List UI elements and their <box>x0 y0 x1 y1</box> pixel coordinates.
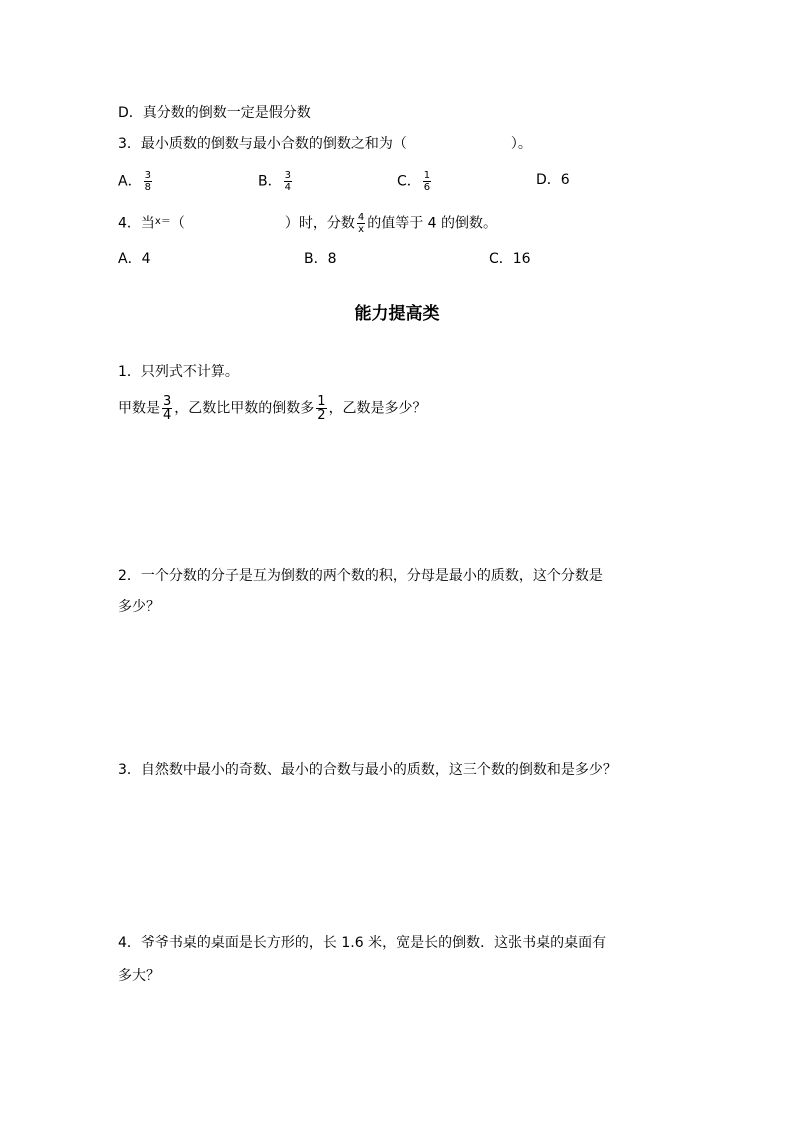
fraction-numerator: 3 <box>284 170 291 181</box>
option-fraction <box>423 170 431 193</box>
question-3-stem <box>118 134 532 154</box>
fraction-denominator: 8 <box>144 182 151 193</box>
fraction-denominator: 2 <box>317 408 326 423</box>
problem-4-line1: 4．爷爷书桌的桌面是长方形的，长 1.6 米，宽是长的倒数．这张书桌的桌面有 <box>118 935 607 951</box>
question-3-option-a <box>118 170 154 193</box>
fraction-numerator: 4 <box>357 212 365 223</box>
question-3-option-d: D．6 <box>536 172 570 188</box>
fraction-numerator: 3 <box>163 394 172 409</box>
option-label: A． <box>118 173 142 190</box>
fraction-numerator: 3 <box>144 170 151 181</box>
fraction-3-4 <box>162 395 172 422</box>
problem-2-line1: 2．一个分数的分子是互为倒数的两个数的积，分母是最小的质数，这个分数是 <box>118 568 603 584</box>
option-label: C． <box>397 173 421 190</box>
question-3-stem-before: 3．最小质数的倒数与最小合数的倒数之和为（ <box>118 136 407 152</box>
problem-1-part2: ，乙数比甲数的倒数多 <box>174 400 315 417</box>
question-4-option-b: B．8 <box>304 251 337 267</box>
problem-3-line1: 3．自然数中最小的奇数、最小的合数与最小的质数，这三个数的倒数和是多少？ <box>118 762 617 778</box>
section-heading: 能力提高类 <box>354 304 440 324</box>
fraction-denominator: 4 <box>163 408 172 423</box>
question-3-option-c <box>397 170 433 193</box>
option-label: B． <box>258 173 282 190</box>
question-3-option-b <box>258 170 294 193</box>
option-d-text: D．真分数的倒数一定是假分数 <box>118 105 311 121</box>
option-fraction <box>284 170 292 193</box>
fraction-denominator: x <box>358 224 364 235</box>
fraction-denominator: 4 <box>284 182 291 193</box>
problem-1-title: 1．只列式不计算。 <box>118 364 239 380</box>
variable-x: x＝ <box>154 215 171 227</box>
option-fraction <box>144 170 152 193</box>
question-3-stem-after: ）。 <box>510 136 532 152</box>
fraction-denominator: 6 <box>423 182 431 193</box>
question-4-stem <box>118 212 497 236</box>
paren-open: （ <box>170 215 185 232</box>
problem-4-line2: 多大？ <box>118 968 160 984</box>
fraction-4-over-x <box>357 212 365 235</box>
problem-1-part1: 甲数是 <box>118 400 160 417</box>
fraction-numerator: 1 <box>423 170 431 181</box>
problem-1-body <box>118 395 427 422</box>
question-4-prefix: 4．当 <box>118 215 155 232</box>
question-4-option-c: C．16 <box>489 251 531 267</box>
question-4-option-a: A．4 <box>118 251 151 267</box>
paren-close: ）时，分数 <box>284 215 355 232</box>
fraction-1-2 <box>316 395 326 422</box>
fraction-numerator: 1 <box>317 394 326 409</box>
problem-1-part3: ，乙数是多少？ <box>328 400 427 417</box>
problem-2-line2: 多少？ <box>118 599 160 615</box>
question-4-suffix: 的值等于 4 的倒数。 <box>367 215 498 232</box>
